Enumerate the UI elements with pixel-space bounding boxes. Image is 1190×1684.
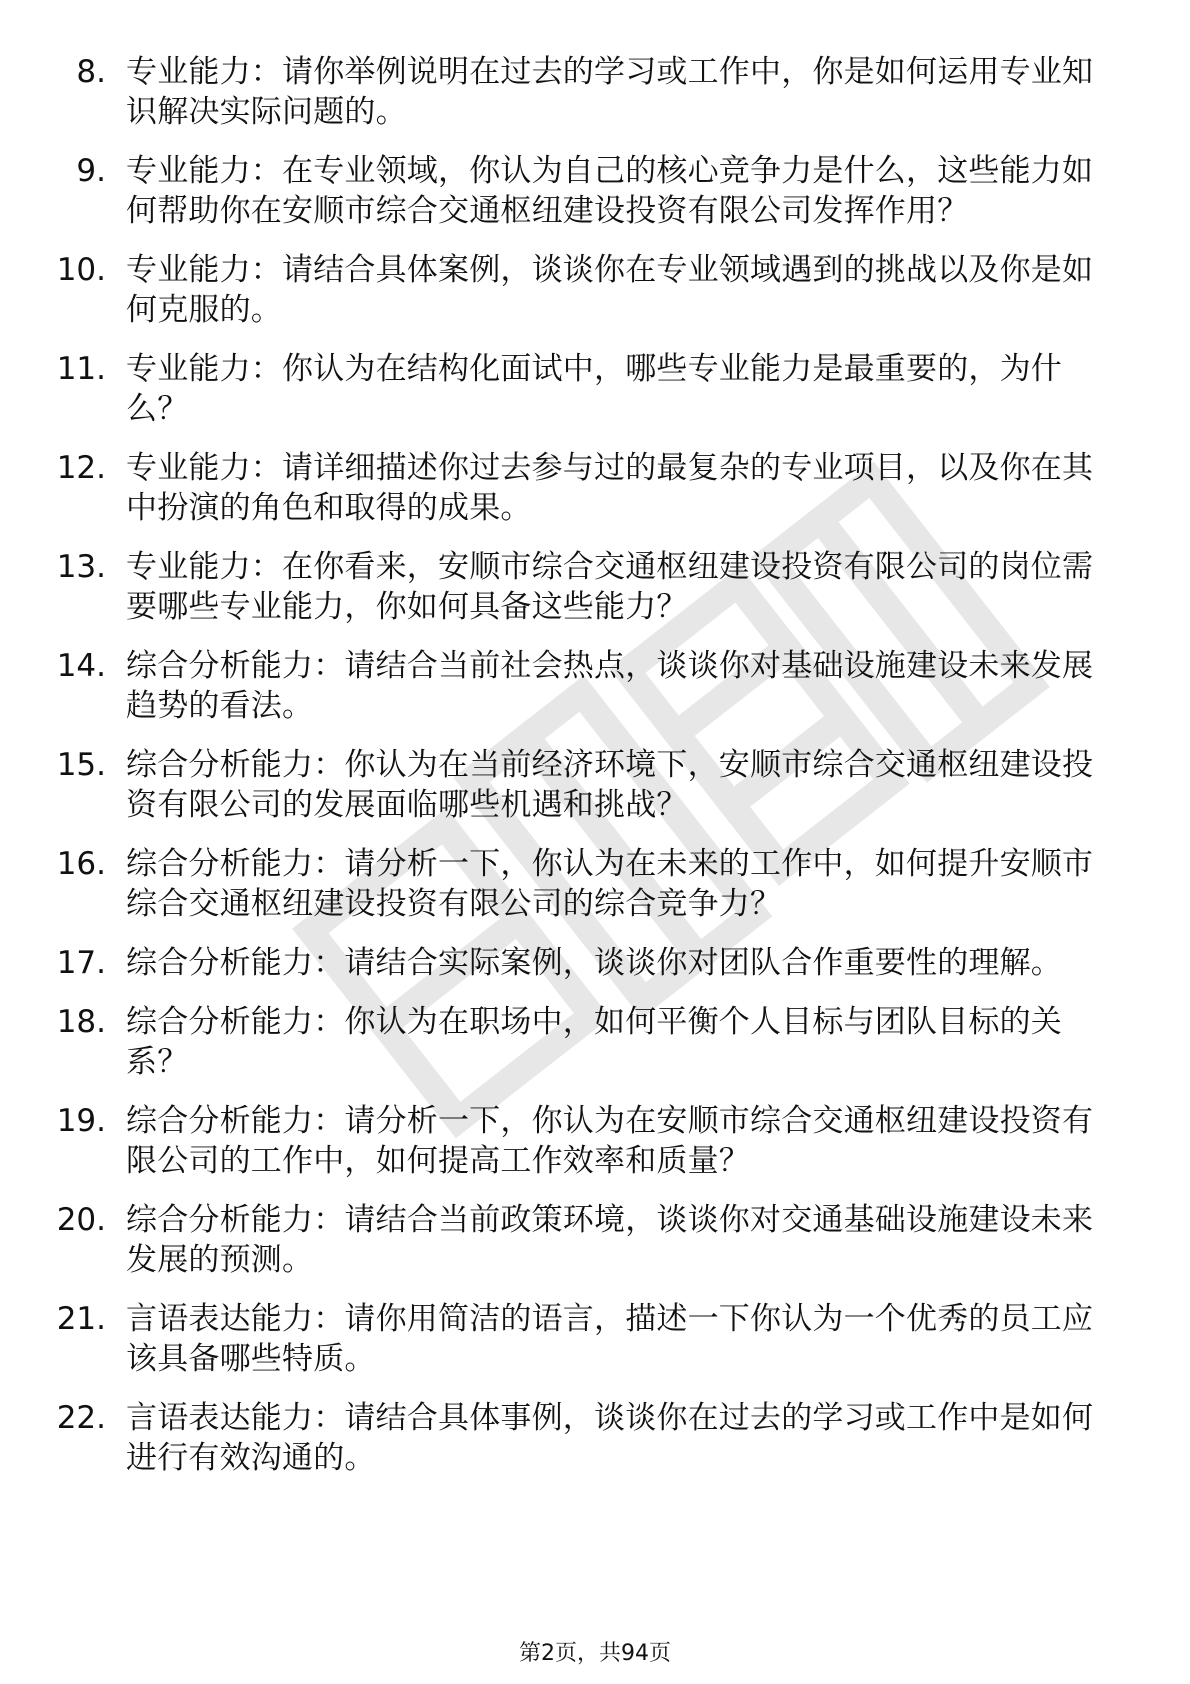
question-number: 17. bbox=[56, 945, 106, 981]
question-number: 9. bbox=[76, 153, 106, 189]
question-item bbox=[0, 844, 1190, 924]
question-text: 综合分析能力：请结合实际案例，谈谈你对团队合作重要性的理解。 bbox=[126, 945, 1062, 981]
question-number: 12. bbox=[56, 450, 106, 486]
question-number: 18. bbox=[56, 1004, 106, 1040]
question-number: 13. bbox=[56, 549, 106, 585]
question-text: 专业能力：请你举例说明在过去的学习或工作中，你是如何运用专业知识解决实际问题的。 bbox=[126, 54, 1094, 130]
question-item bbox=[0, 943, 1190, 983]
question-item bbox=[0, 52, 1190, 132]
question-text: 综合分析能力：你认为在当前经济环境下，安顺市综合交通枢纽建设投资有限公司的发展面临哪些机遇和挑战？ bbox=[126, 747, 1094, 823]
question-number: 11. bbox=[56, 351, 106, 387]
question-number: 8. bbox=[76, 54, 106, 90]
question-item bbox=[0, 151, 1190, 231]
question-text: 言语表达能力：请你用简洁的语言，描述一下你认为一个优秀的员工应该具备哪些特质。 bbox=[126, 1301, 1094, 1377]
question-text: 言语表达能力：请结合具体事例，谈谈你在过去的学习或工作中是如何进行有效沟通的。 bbox=[126, 1400, 1094, 1476]
question-text: 综合分析能力：请分析一下，你认为在安顺市综合交通枢纽建设投资有限公司的工作中，如何提高工作效率和质量？ bbox=[126, 1103, 1094, 1179]
question-item bbox=[0, 1002, 1190, 1082]
question-item bbox=[0, 1101, 1190, 1181]
question-number: 15. bbox=[56, 747, 106, 783]
question-number: 21. bbox=[56, 1301, 106, 1337]
question-text: 综合分析能力：请分析一下，你认为在未来的工作中，如何提升安顺市综合交通枢纽建设投资有限公司的综合竞争力？ bbox=[126, 846, 1094, 922]
question-item bbox=[0, 1398, 1190, 1478]
question-text: 综合分析能力：请结合当前社会热点，谈谈你对基础设施建设未来发展趋势的看法。 bbox=[126, 648, 1094, 724]
question-item bbox=[0, 349, 1190, 429]
question-text: 专业能力：你认为在结构化面试中，哪些专业能力是最重要的，为什么？ bbox=[126, 351, 1062, 427]
question-text: 专业能力：在专业领域，你认为自己的核心竞争力是什么，这些能力如何帮助你在安顺市综合交通枢纽建设投资有限公司发挥作用？ bbox=[126, 153, 1094, 229]
question-number: 16. bbox=[56, 846, 106, 882]
question-text: 专业能力：请详细描述你过去参与过的最复杂的专业项目，以及你在其中扮演的角色和取得的成果。 bbox=[126, 450, 1094, 526]
question-number: 10. bbox=[56, 252, 106, 288]
page-footer: 第2页，共94页 bbox=[519, 1641, 671, 1666]
question-item bbox=[0, 1299, 1190, 1379]
question-number: 22. bbox=[56, 1400, 106, 1436]
question-item bbox=[0, 646, 1190, 726]
question-number: 19. bbox=[56, 1103, 106, 1139]
question-item bbox=[0, 250, 1190, 330]
question-item bbox=[0, 745, 1190, 825]
question-number: 14. bbox=[56, 648, 106, 684]
question-text: 专业能力：请结合具体案例，谈谈你在专业领域遇到的挑战以及你是如何克服的。 bbox=[126, 252, 1094, 328]
question-text: 综合分析能力：请结合当前政策环境，谈谈你对交通基础设施建设未来发展的预测。 bbox=[126, 1202, 1094, 1278]
question-item bbox=[0, 448, 1190, 528]
question-text: 综合分析能力：你认为在职场中，如何平衡个人目标与团队目标的关系？ bbox=[126, 1004, 1062, 1080]
question-number: 20. bbox=[56, 1202, 106, 1238]
question-text: 专业能力：在你看来，安顺市综合交通枢纽建设投资有限公司的岗位需要哪些专业能力，你如何具备这些能力？ bbox=[126, 549, 1094, 625]
question-item bbox=[0, 547, 1190, 627]
question-item bbox=[0, 1200, 1190, 1280]
question-list bbox=[0, 52, 1190, 1497]
